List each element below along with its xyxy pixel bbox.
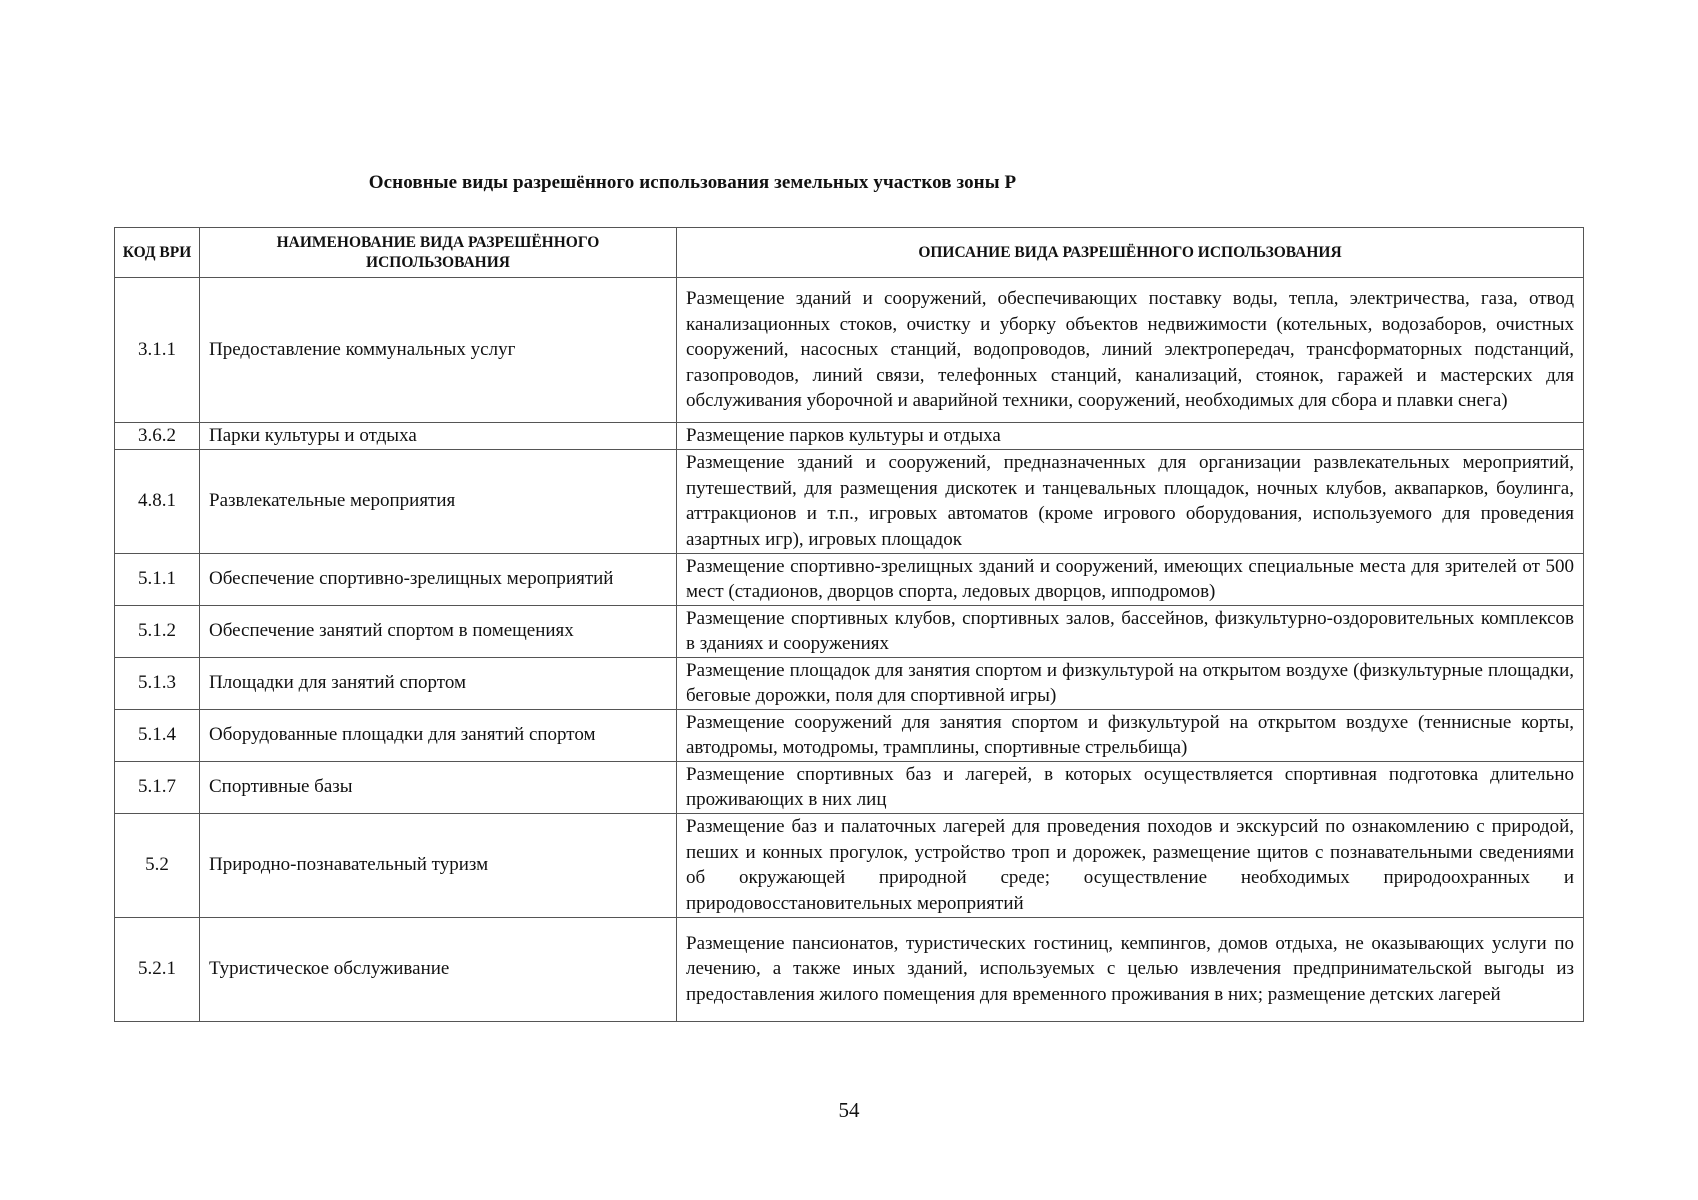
table-row bbox=[115, 917, 1584, 1021]
row-description: Размещение зданий и сооружений, обеспечивающих поставку воды, тепла, электричества, газа, отвод канализационных стоков, очистку и уборку объектов недвижимости (котельных, водозаборов, очистных сооружений, насосных станций, водопроводов, линий электропередач, трансформаторных подстанций, газопроводов, линий связи, телефонных станций, канализаций, стоянок, гаражей и мастерских для обслуживания уборочной и аварийной техники, сооружений, необходимых для сбора и плавки снега) bbox=[677, 278, 1584, 423]
row-name: Обеспечение спортивно-зрелищных мероприятий bbox=[200, 553, 677, 605]
row-name: Оборудованные площадки для занятий спортом bbox=[200, 709, 677, 761]
row-description: Размещение пансионатов, туристических гостиниц, кемпингов, домов отдыха, не оказывающих услуги по лечению, а также иных зданий, используемых с целью извлечения предпринимательской выгоды из предоставления жилого помещения для временного проживания в них; размещение детских лагерей bbox=[677, 917, 1584, 1021]
row-description: Размещение зданий и сооружений, предназначенных для организации развлекательных мероприятий, путешествий, для размещения дискотек и танцевальных площадок, ночных клубов, аквапарков, боулинга, аттракционов и т.п., игровых автоматов (кроме игрового оборудования, используемого для проведения азартных игр), игровых площадок bbox=[677, 449, 1584, 553]
row-code: 5.2.1 bbox=[115, 917, 200, 1021]
row-code: 3.1.1 bbox=[115, 278, 200, 423]
row-code: 3.6.2 bbox=[115, 423, 200, 450]
table-header-row bbox=[115, 228, 1584, 278]
row-description: Размещение парков культуры и отдыха bbox=[677, 423, 1584, 450]
row-name: Предоставление коммунальных услуг bbox=[200, 278, 677, 423]
table-row bbox=[115, 423, 1584, 450]
row-code: 5.1.2 bbox=[115, 605, 200, 657]
table-row bbox=[115, 709, 1584, 761]
table-row bbox=[115, 761, 1584, 813]
table-row bbox=[115, 657, 1584, 709]
header-code: КОД ВРИ bbox=[115, 228, 200, 278]
page-number: 54 bbox=[838, 1098, 860, 1122]
row-code: 5.1.3 bbox=[115, 657, 200, 709]
row-code: 5.1.4 bbox=[115, 709, 200, 761]
row-name: Туристическое обслуживание bbox=[200, 917, 677, 1021]
row-name: Спортивные базы bbox=[200, 761, 677, 813]
table-row bbox=[115, 449, 1584, 553]
row-code: 5.2 bbox=[115, 813, 200, 917]
row-name: Развлекательные мероприятия bbox=[200, 449, 677, 553]
row-name: Площадки для занятий спортом bbox=[200, 657, 677, 709]
row-code: 4.8.1 bbox=[115, 449, 200, 553]
table-row bbox=[115, 605, 1584, 657]
row-code: 5.1.1 bbox=[115, 553, 200, 605]
document-title: Основные виды разрешённого использования земельных участков зоны Р bbox=[368, 172, 1017, 193]
row-description: Размещение сооружений для занятия спортом и физкультурой на открытом воздухе (теннисные корты, автодромы, мотодромы, трамплины, спортивные стрельбища) bbox=[677, 709, 1584, 761]
row-description: Размещение спортивно-зрелищных зданий и сооружений, имеющих специальные места для зрителей от 500 мест (стадионов, дворцов спорта, ледовых дворцов, ипподромов) bbox=[677, 553, 1584, 605]
header-description: ОПИСАНИЕ ВИДА РАЗРЕШЁННОГО ИСПОЛЬЗОВАНИЯ bbox=[677, 228, 1584, 278]
row-description: Размещение спортивных баз и лагерей, в которых осуществляется спортивная подготовка длительно проживающих в них лиц bbox=[677, 761, 1584, 813]
row-code: 5.1.7 bbox=[115, 761, 200, 813]
land-use-table bbox=[114, 227, 1584, 1022]
row-description: Размещение площадок для занятия спортом и физкультурой на открытом воздухе (физкультурные площадки, беговые дорожки, поля для спортивной игры) bbox=[677, 657, 1584, 709]
table-row bbox=[115, 553, 1584, 605]
row-name: Парки культуры и отдыха bbox=[200, 423, 677, 450]
row-description: Размещение баз и палаточных лагерей для проведения походов и экскурсий по ознакомлению с природой, пеших и конных прогулок, устройство троп и дорожек, размещение щитов с познавательными сведениями об окружающей природной среде; осуществление необходимых природоохранных и природовосстановительных мероприятий bbox=[677, 813, 1584, 917]
row-name: Природно-познавательный туризм bbox=[200, 813, 677, 917]
table-row bbox=[115, 813, 1584, 917]
row-description: Размещение спортивных клубов, спортивных залов, бассейнов, физкультурно-оздоровительных комплексов в зданиях и сооружениях bbox=[677, 605, 1584, 657]
row-name: Обеспечение занятий спортом в помещениях bbox=[200, 605, 677, 657]
header-name: НАИМЕНОВАНИЕ ВИДА РАЗРЕШЁННОГО ИСПОЛЬЗОВАНИЯ bbox=[200, 228, 677, 278]
table-row bbox=[115, 278, 1584, 423]
